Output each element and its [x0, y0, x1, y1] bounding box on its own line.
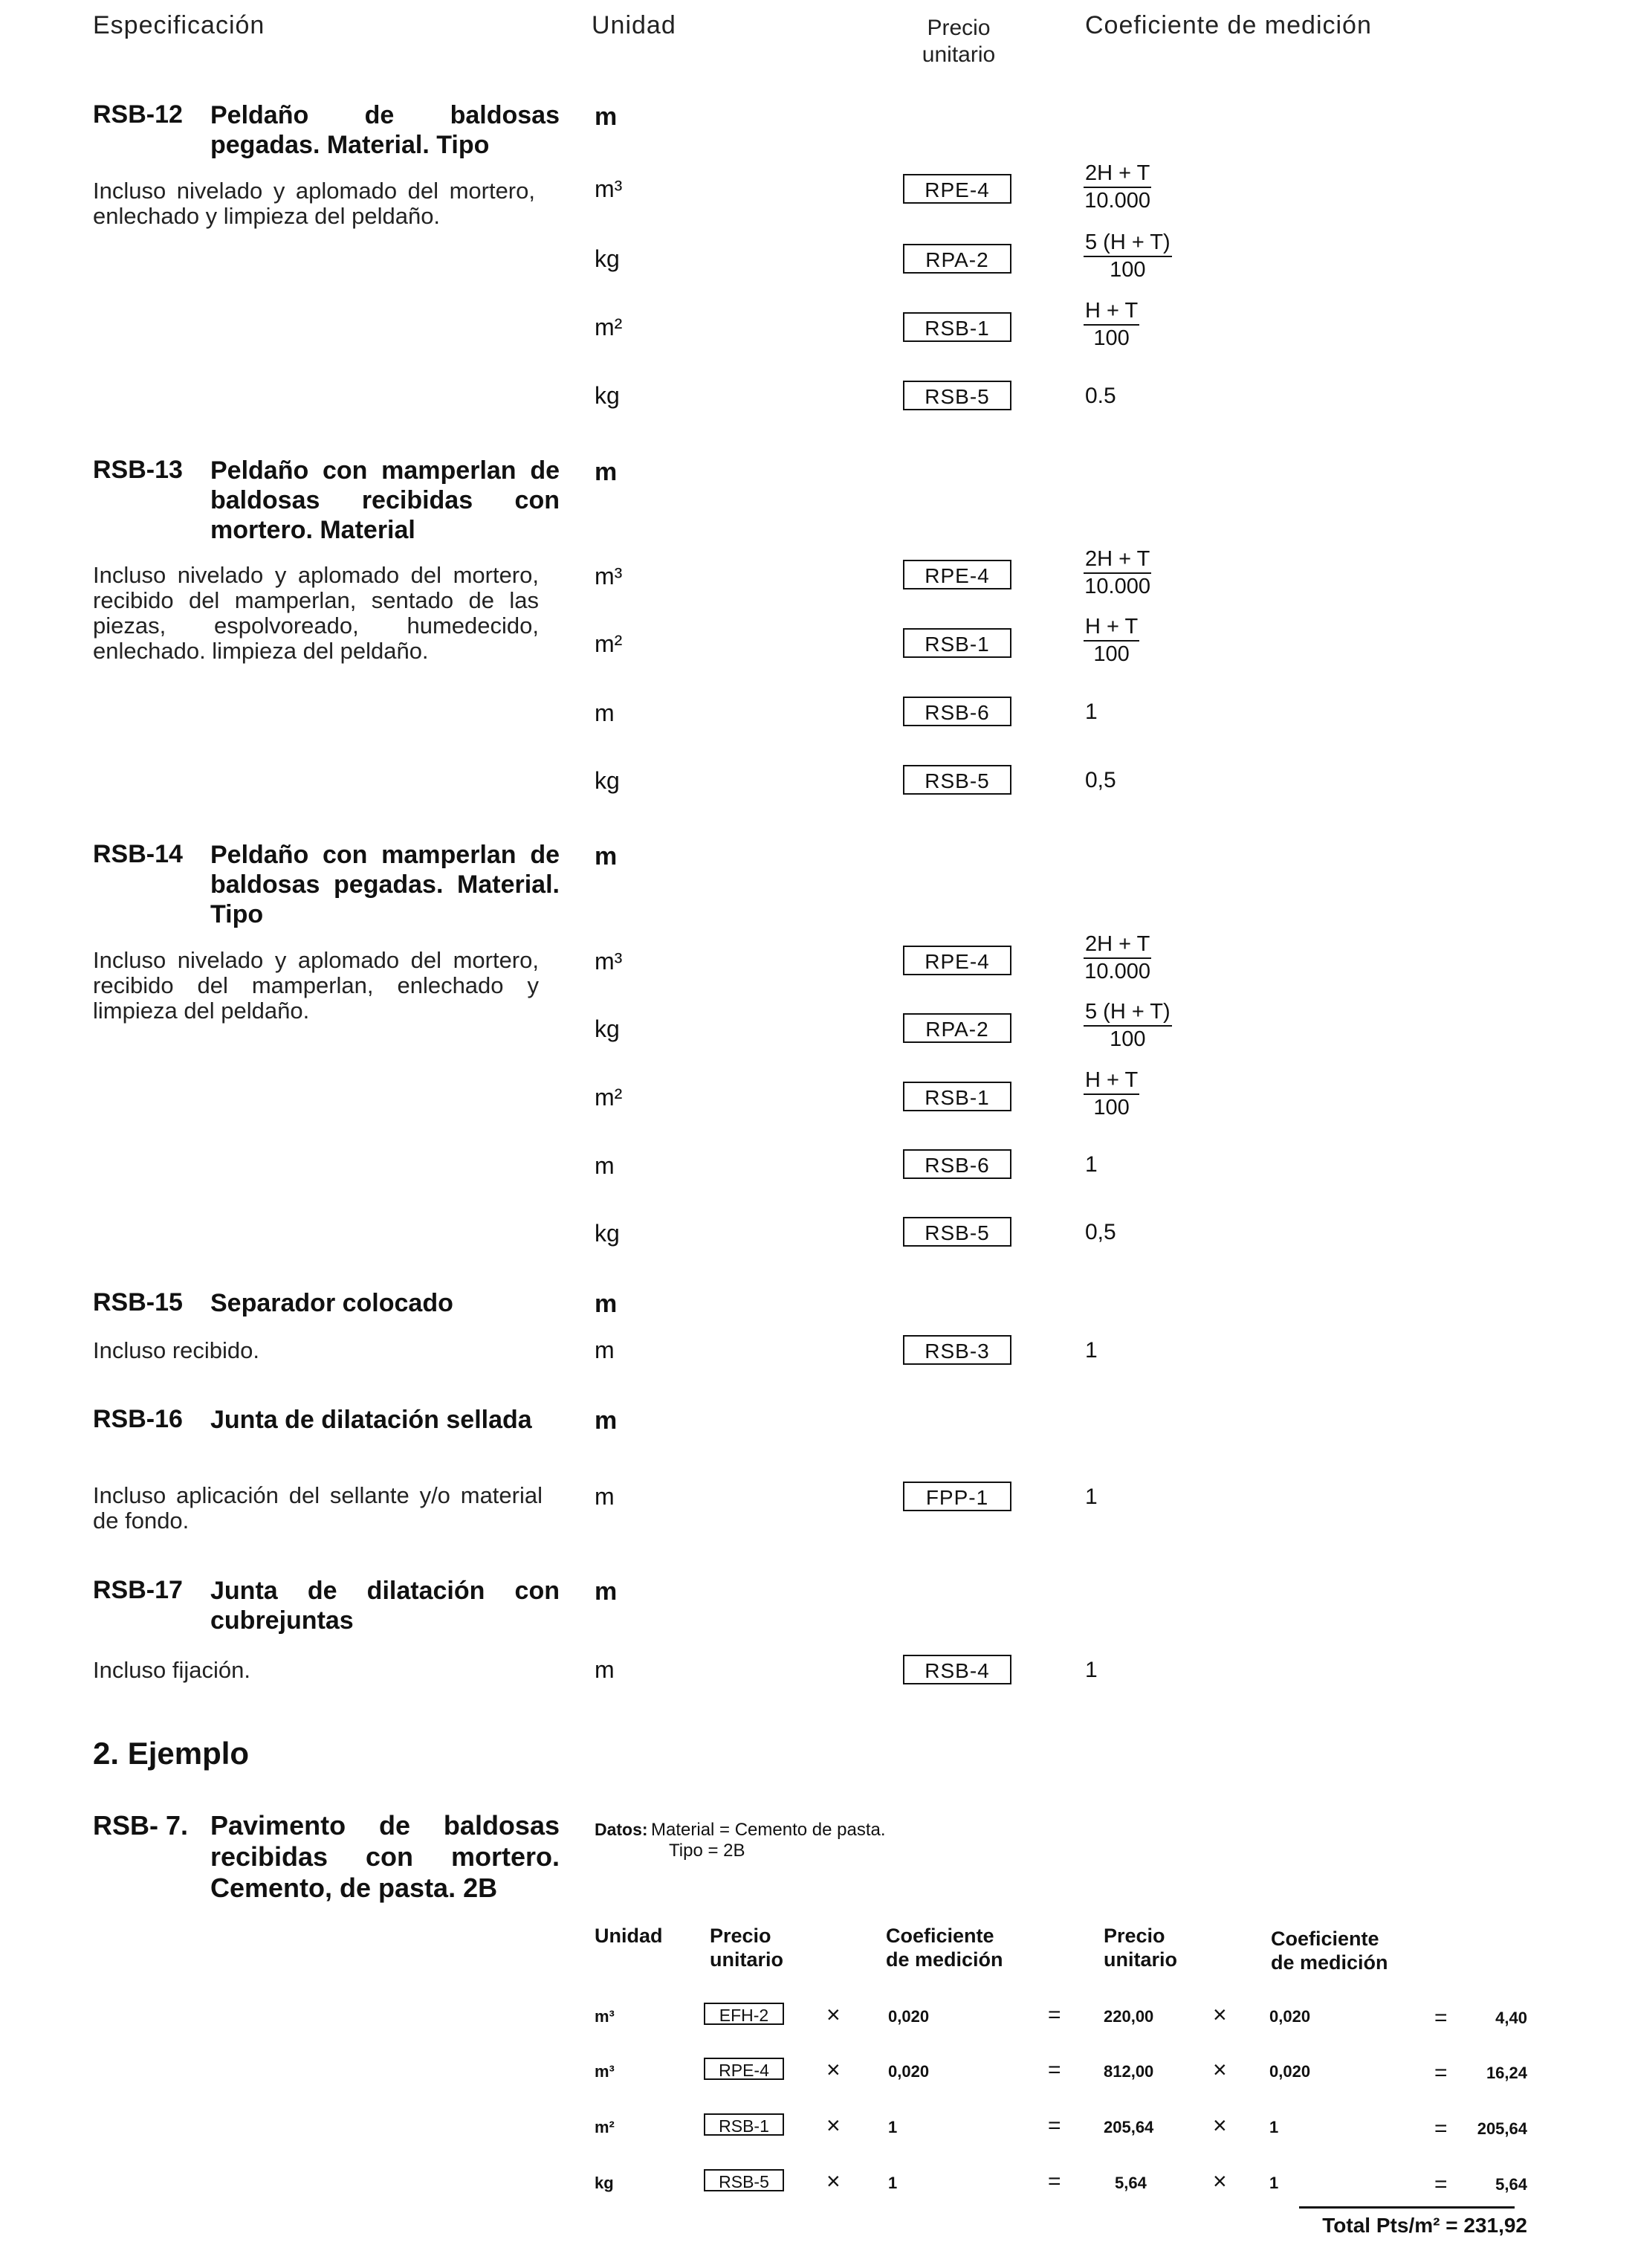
ex-header-coef-1: Coeficiente [886, 1925, 994, 1947]
item-title: Separador colocado [210, 1289, 453, 1317]
times-sign: × [1213, 2112, 1227, 2139]
ex-row-price-box: RSB-1 [704, 2113, 784, 2136]
row-unit: m² [595, 630, 623, 657]
ex-row-unit: m³ [595, 2007, 615, 2026]
example-datos [595, 1818, 886, 1861]
ex-row-coef2: 1 [1269, 2174, 1279, 2192]
equals-sign: = [1048, 2169, 1061, 2194]
header-unidad: Unidad [592, 11, 676, 39]
price-code-box: RPA-2 [903, 244, 1011, 274]
ex-row-unit-price: 220,00 [1104, 2007, 1154, 2026]
ex-row-unit-price: 205,64 [1104, 2118, 1154, 2136]
ex-header-precio2-1: Precio [1104, 1925, 1165, 1947]
coef-fraction [1084, 1068, 1139, 1120]
ex-row-coef2: 0,020 [1269, 2007, 1311, 2026]
price-code-box: RPE-4 [903, 946, 1011, 975]
row-unit: m [595, 1337, 615, 1363]
header-coeficiente: Coeficiente de medición [1085, 11, 1372, 39]
price-code-box: RSB-6 [903, 697, 1011, 726]
item-description: Incluso nivelado y aplomado del mortero, recibido del mamperlan, sentado de las piezas, espolvoreado, humedecido, enlechado. limpieza del peldaño. [93, 562, 539, 664]
coef-fraction [1084, 161, 1151, 213]
item-unit: m [595, 1577, 618, 1606]
frac-den: 100 [1093, 642, 1130, 666]
item-description: Incluso recibido. [93, 1337, 260, 1363]
total-text: Total Pts/m² = 231,92 [1322, 2214, 1527, 2237]
item-title: Peldaño con mamperlan de baldosas recibidas con mortero. Material [210, 456, 560, 544]
ex-row-result: 5,64 [1495, 2175, 1527, 2194]
header-precio-line1: Precio [927, 16, 991, 40]
item-description: Incluso aplicación del sellante y/o material de fondo. [93, 1482, 543, 1534]
datos-label: Datos: [595, 1820, 648, 1839]
frac-num: 2H + T [1084, 547, 1151, 574]
coef-fraction [1084, 1000, 1172, 1052]
ex-header-coef2 [1271, 1927, 1388, 1974]
ex-row-unit: m² [595, 2118, 615, 2136]
price-code-box: RSB-1 [903, 1082, 1011, 1111]
coef-value: 1 [1085, 1484, 1098, 1509]
equals-sign: = [1434, 2172, 1448, 2197]
row-unit: m [595, 700, 615, 726]
coef-fraction [1084, 932, 1151, 984]
item-unit: m [595, 1406, 618, 1435]
row-unit: m² [595, 314, 623, 340]
item-code: RSB-14 [93, 840, 183, 868]
equals-sign: = [1048, 2113, 1061, 2138]
price-code-box: RSB-5 [903, 1217, 1011, 1247]
row-unit: m³ [595, 563, 623, 589]
price-code-box: RSB-1 [903, 628, 1011, 658]
row-unit: kg [595, 245, 620, 272]
price-code-box: RSB-5 [903, 381, 1011, 410]
row-unit: m [595, 1152, 615, 1179]
ex-row-unit: kg [595, 2174, 614, 2192]
header-precio-unitario [907, 15, 1011, 68]
ex-row-coef2: 0,020 [1269, 2062, 1311, 2081]
coef-fraction [1084, 299, 1139, 351]
row-unit: m [595, 1656, 615, 1683]
price-code-box: RPE-4 [903, 174, 1011, 204]
example-code: RSB- 7. [93, 1810, 189, 1841]
ex-header-coef [886, 1924, 1003, 1971]
ex-row-coef: 1 [888, 2118, 898, 2136]
price-code-box: RSB-1 [903, 312, 1011, 342]
ex-header-precio-2: unitario [710, 1948, 783, 1971]
coef-fraction [1084, 547, 1151, 599]
ex-row-result: 205,64 [1477, 2119, 1527, 2138]
frac-den: 100 [1093, 326, 1130, 350]
item-description: Incluso fijación. [93, 1657, 250, 1683]
ex-row-coef2: 1 [1269, 2118, 1279, 2136]
ex-header-precio [710, 1924, 783, 1971]
item-code: RSB-17 [93, 1576, 183, 1604]
frac-num: 5 (H + T) [1084, 1000, 1172, 1027]
equals-sign: = [1434, 2061, 1448, 2085]
item-title: Junta de dilatación con cubrejuntas [210, 1577, 560, 1635]
item-code: RSB-12 [93, 100, 183, 129]
frac-den: 100 [1110, 258, 1146, 282]
coef-value: 1 [1085, 1338, 1098, 1363]
price-code-box: RSB-6 [903, 1149, 1011, 1179]
ex-row-price-box: EFH-2 [704, 2003, 784, 2025]
coef-value: 0.5 [1085, 384, 1116, 408]
ex-row-result: 4,40 [1495, 2009, 1527, 2027]
row-unit: kg [595, 767, 620, 794]
ex-header-coef2-1: Coeficiente [1271, 1928, 1379, 1950]
frac-den: 10.000 [1084, 575, 1150, 598]
item-title: Junta de dilatación sellada [210, 1406, 532, 1434]
ex-row-unit: m³ [595, 2062, 615, 2081]
ex-row-coef: 0,020 [888, 2007, 930, 2026]
item-unit: m [595, 458, 618, 486]
row-unit: m² [595, 1084, 623, 1111]
item-unit: m [595, 103, 618, 131]
coef-fraction [1084, 615, 1139, 667]
ex-header-coef2-2: de medición [1271, 1951, 1388, 1974]
item-title: Peldaño con mamperlan de baldosas pegadas. Material. Tipo [210, 841, 560, 928]
coef-value: 1 [1085, 1152, 1098, 1177]
ex-header-unidad: Unidad [595, 1925, 663, 1947]
section-title: 2. Ejemplo [93, 1736, 250, 1771]
frac-num: 5 (H + T) [1084, 230, 1172, 257]
item-unit: m [595, 1290, 618, 1318]
frac-den: 10.000 [1084, 189, 1150, 213]
ex-row-result: 16,24 [1486, 2064, 1527, 2082]
total-rule [1299, 2206, 1515, 2209]
item-code: RSB-16 [93, 1405, 183, 1433]
times-sign: × [1213, 2001, 1227, 2028]
coef-value: 1 [1085, 700, 1098, 724]
ex-row-price-box: RSB-5 [704, 2169, 784, 2191]
times-sign: × [826, 2112, 841, 2139]
item-unit: m [595, 842, 618, 870]
row-unit: m³ [595, 948, 623, 975]
frac-den: 10.000 [1084, 960, 1150, 983]
example-title: Pavimento de baldosas recibidas con mortero. Cemento, de pasta. 2B [210, 1810, 560, 1903]
frac-num: 2H + T [1084, 932, 1151, 959]
equals-sign: = [1434, 2006, 1448, 2030]
times-sign: × [826, 2056, 841, 2083]
frac-num: H + T [1084, 615, 1139, 642]
coef-fraction [1084, 230, 1172, 282]
ex-row-unit-price: 812,00 [1104, 2062, 1154, 2081]
price-code-box: RPE-4 [903, 560, 1011, 589]
price-code-box: RSB-4 [903, 1655, 1011, 1684]
row-unit: m³ [595, 175, 623, 202]
ex-header-precio2 [1104, 1924, 1177, 1971]
frac-den: 100 [1110, 1027, 1146, 1051]
times-sign: × [826, 2001, 841, 2028]
ex-header-precio-1: Precio [710, 1925, 771, 1947]
coef-value: 1 [1085, 1658, 1098, 1682]
datos-line2: Tipo = 2B [669, 1841, 745, 1861]
ex-header-coef-2: de medición [886, 1948, 1003, 1971]
item-title: Peldaño de baldosas pegadas. Material. Tipo [210, 101, 560, 159]
equals-sign: = [1434, 2116, 1448, 2141]
datos-line1: Material = Cemento de pasta. [651, 1820, 886, 1840]
frac-den: 100 [1093, 1096, 1130, 1120]
item-code: RSB-15 [93, 1288, 183, 1316]
price-code-box: RSB-5 [903, 765, 1011, 795]
ex-row-coef: 1 [888, 2174, 898, 2192]
row-unit: m [595, 1483, 615, 1510]
price-code-box: RPA-2 [903, 1013, 1011, 1043]
header-especificacion: Especificación [93, 11, 265, 39]
row-unit: kg [595, 1015, 620, 1042]
item-description: Incluso nivelado y aplomado del mortero, enlechado y limpieza del peldaño. [93, 178, 535, 229]
price-code-box: RSB-3 [903, 1335, 1011, 1365]
frac-num: H + T [1084, 1068, 1139, 1095]
row-unit: kg [595, 1220, 620, 1247]
times-sign: × [1213, 2056, 1227, 2083]
ex-row-coef: 0,020 [888, 2062, 930, 2081]
frac-num: H + T [1084, 299, 1139, 326]
times-sign: × [826, 2168, 841, 2194]
row-unit: kg [595, 382, 620, 409]
frac-num: 2H + T [1084, 161, 1151, 188]
ex-header-precio2-2: unitario [1104, 1948, 1177, 1971]
coef-value: 0,5 [1085, 1220, 1116, 1244]
equals-sign: = [1048, 2058, 1061, 2082]
item-description: Incluso nivelado y aplomado del mortero, recibido del mamperlan, enlechado y limpieza del peldaño. [93, 947, 539, 1024]
times-sign: × [1213, 2168, 1227, 2194]
header-precio-line2: unitario [922, 42, 996, 67]
equals-sign: = [1048, 2003, 1061, 2027]
coef-value: 0,5 [1085, 768, 1116, 792]
ex-row-unit-price: 5,64 [1115, 2174, 1147, 2192]
item-code: RSB-13 [93, 456, 183, 484]
price-code-box: FPP-1 [903, 1482, 1011, 1511]
ex-row-price-box: RPE-4 [704, 2058, 784, 2080]
